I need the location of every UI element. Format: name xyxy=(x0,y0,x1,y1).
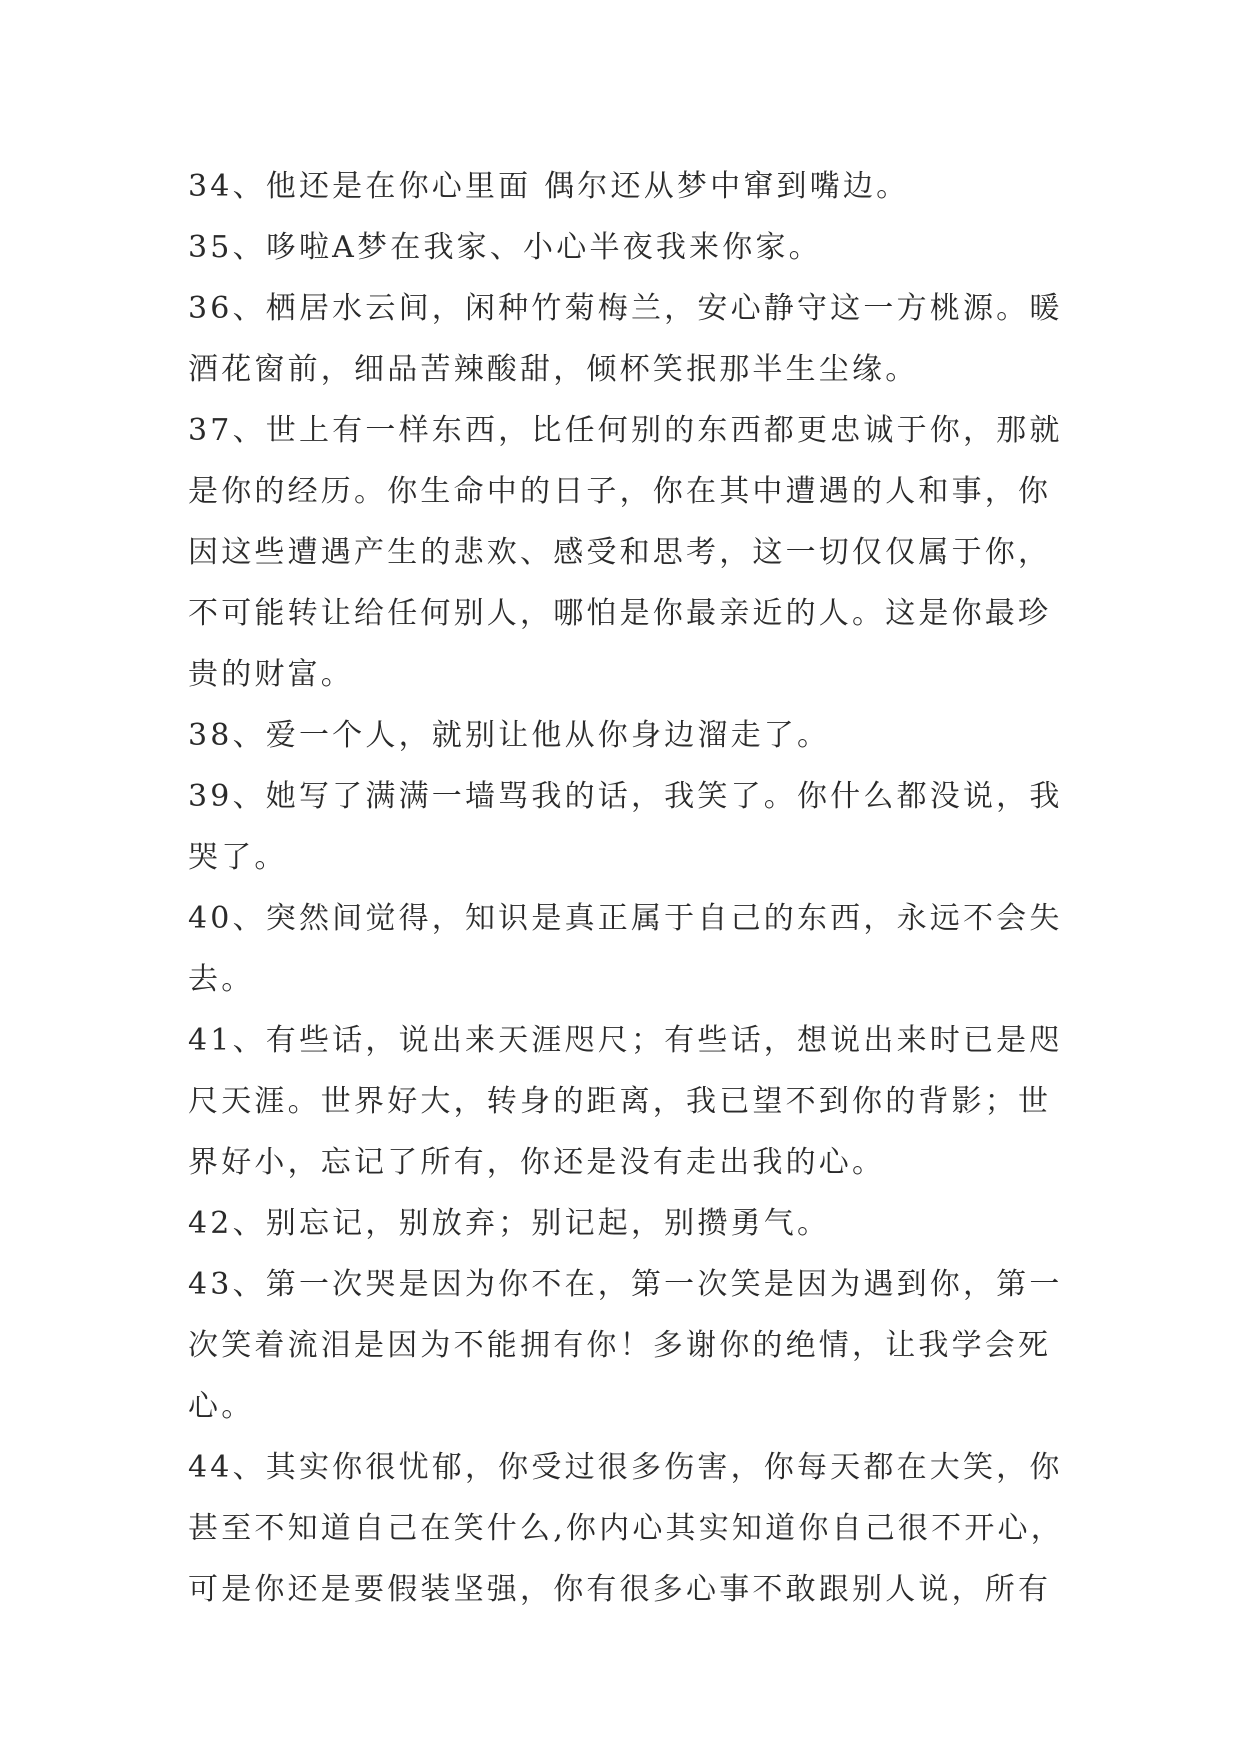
text-line: 心。 xyxy=(188,1389,255,1424)
text-line: 44、其实你很忧郁，你受过很多伤害，你每天都在大笑，你 xyxy=(188,1450,1063,1485)
text-line: 可是你还是要假装坚强，你有很多心事不敢跟别人说，所有 xyxy=(188,1572,1052,1607)
text-line: 39、她写了满满一墙骂我的话，我笑了。你什么都没说，我 xyxy=(188,779,1063,814)
text-line: 甚至不知道自己在笑什么,你内心其实知道你自己很不开心， xyxy=(188,1511,1064,1546)
text-line: 尺天涯。世界好大，转身的距离，我已望不到你的背影；世 xyxy=(188,1084,1052,1119)
text-line: 界好小，忘记了所有，你还是没有走出我的心。 xyxy=(188,1145,886,1180)
text-line: 34、他还是在你心里面 偶尔还从梦中窜到嘴边。 xyxy=(188,169,910,204)
text-line: 酒花窗前，细品苦辣酸甜，倾杯笑抿那半生尘缘。 xyxy=(188,352,919,387)
text-line: 是你的经历。你生命中的日子，你在其中遭遇的人和事，你 xyxy=(188,474,1052,509)
text-line: 35、哆啦A梦在我家、小心半夜我来你家。 xyxy=(188,230,822,265)
text-line: 去。 xyxy=(188,962,255,997)
text-line: 41、有些话，说出来天涯咫尺；有些话，想说出来时已是咫 xyxy=(188,1023,1063,1058)
text-line: 哭了。 xyxy=(188,840,288,875)
text-line: 因这些遭遇产生的悲欢、感受和思考，这一切仅仅属于你， xyxy=(188,535,1052,570)
text-line: 38、爱一个人，就别让他从你身边溜走了。 xyxy=(188,718,831,753)
text-line: 36、栖居水云间，闲种竹菊梅兰，安心静守这一方桃源。暖 xyxy=(188,291,1063,326)
text-line: 43、第一次哭是因为你不在，第一次笑是因为遇到你，第一 xyxy=(188,1267,1063,1302)
text-line: 37、世上有一样东西，比任何别的东西都更忠诚于你，那就 xyxy=(188,413,1063,448)
text-line: 次笑着流泪是因为不能拥有你！多谢你的绝情，让我学会死 xyxy=(188,1328,1052,1363)
text-line: 不可能转让给任何别人，哪怕是你最亲近的人。这是你最珍 xyxy=(188,596,1052,631)
text-line: 贵的财富。 xyxy=(188,657,354,692)
text-line: 42、别忘记，别放弃；别记起，别攒勇气。 xyxy=(188,1206,831,1241)
document-body xyxy=(188,156,1064,1620)
text-line: 40、突然间觉得，知识是真正属于自己的东西，永远不会失 xyxy=(188,901,1063,936)
